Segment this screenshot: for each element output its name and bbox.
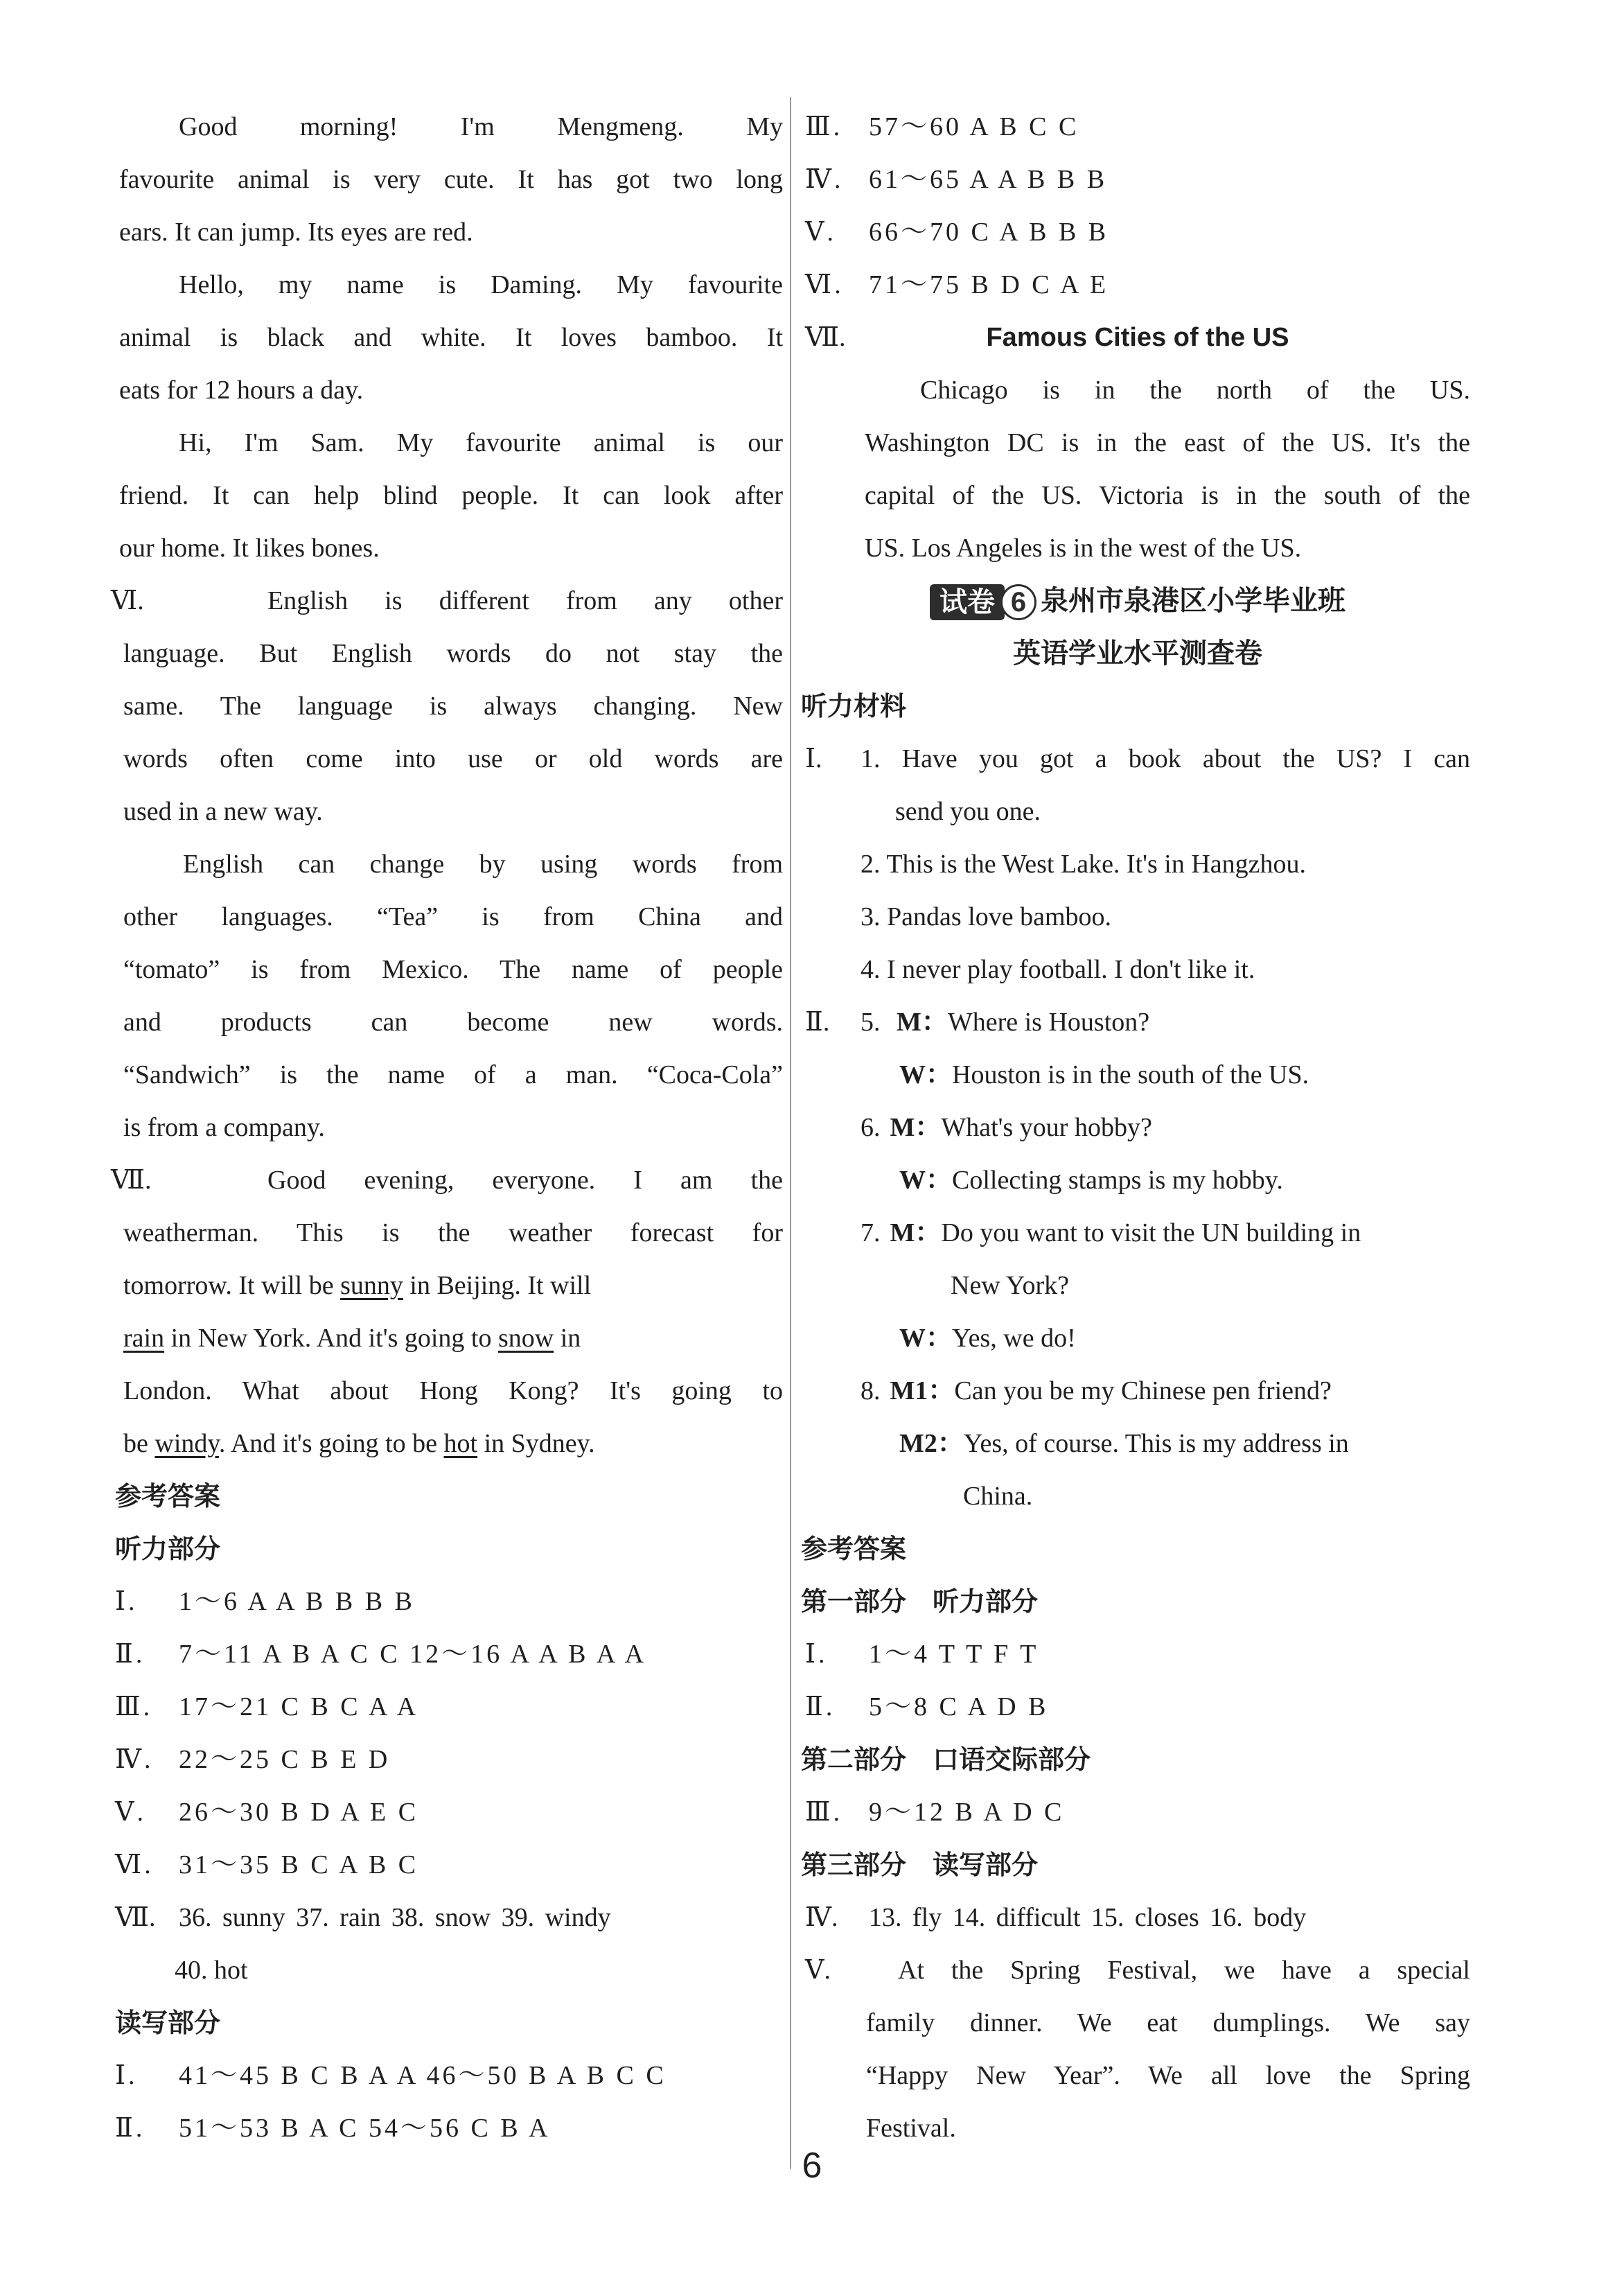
answer-line: At the Spring Festival, we have a special xyxy=(898,1956,1470,1985)
answer-row xyxy=(805,100,1470,153)
passage-line xyxy=(119,1417,783,1470)
section-mark: Ⅰ. xyxy=(115,1587,138,1616)
answer-line: Festival. xyxy=(866,2114,956,2143)
speaker: M： xyxy=(890,1218,942,1247)
dialogue-text: Where is Houston? xyxy=(947,1008,1150,1037)
answer-text: 51～53 B A C 54～56 C B A xyxy=(179,2114,551,2143)
passage-line: our home. It likes bones. xyxy=(119,534,380,563)
answer-row xyxy=(115,1786,783,1839)
dialogue-line xyxy=(805,1101,1470,1154)
exam-badge: 试卷 xyxy=(930,584,1005,620)
passage-line: is from a company. xyxy=(123,1113,325,1142)
underlined-word: snow xyxy=(497,1324,554,1353)
item-number: 6. xyxy=(860,1113,881,1142)
listening-part-heading: 听力部分 xyxy=(115,1534,221,1564)
passage-line xyxy=(119,1312,783,1365)
section-mark: Ⅱ. xyxy=(115,1640,145,1669)
passage-line: Good evening, everyone. I am the xyxy=(267,1166,783,1195)
dialogue-text: Do you want to visit the UN building in xyxy=(941,1218,1361,1247)
section-mark: Ⅳ. xyxy=(805,165,844,194)
answer-text: 1～6 A A B B B B xyxy=(179,1587,415,1616)
speaker: M： xyxy=(890,1113,942,1142)
listening-item xyxy=(805,733,1470,785)
item-text: send you one. xyxy=(895,797,1041,826)
answer-continuation: 40. hot xyxy=(175,1956,248,1985)
text: be xyxy=(123,1429,155,1458)
dialogue-text: Yes, we do! xyxy=(952,1324,1076,1353)
answer-row xyxy=(805,1681,1470,1733)
left-column xyxy=(111,100,783,2155)
dialogue-line xyxy=(805,1154,1470,1207)
passage-line: favourite animal is very cute. It has got two long xyxy=(119,165,783,194)
section-mark: Ⅱ. xyxy=(805,1008,830,1037)
section-mark: Ⅳ. xyxy=(115,1745,154,1774)
dialogue-text: Yes, of course. This is my address in xyxy=(963,1429,1349,1458)
item-number: 7. xyxy=(860,1218,881,1247)
section-mark: Ⅵ. xyxy=(805,270,844,299)
answer-text: 22～25 C B E D xyxy=(179,1745,391,1774)
answer-row xyxy=(115,2049,783,2102)
dialogue-text: Collecting stamps is my hobby. xyxy=(952,1166,1283,1195)
section-mark: Ⅰ. xyxy=(805,744,822,773)
reference-answers-heading: 参考答案 xyxy=(801,1534,907,1564)
exam-number-badge: 6 xyxy=(1000,584,1036,620)
section-mark: Ⅰ. xyxy=(115,2061,138,2090)
passage-line: Hi, I'm Sam. My favourite animal is our xyxy=(179,428,783,457)
speaker: W： xyxy=(899,1166,953,1195)
essay-title-row xyxy=(805,311,1470,364)
answer-text: 71～75 B D C A E xyxy=(869,270,1109,299)
listening-material-heading: 听力材料 xyxy=(801,691,907,721)
column-divider xyxy=(790,97,791,2169)
dialogue-line xyxy=(805,1049,1470,1101)
passage-line: English is different from any other xyxy=(267,586,783,615)
answer-row xyxy=(805,258,1470,311)
passage-line: words often come into use or old words are xyxy=(123,744,783,773)
section-mark: Ⅶ. xyxy=(111,1166,152,1195)
section-mark: Ⅴ. xyxy=(115,1798,146,1827)
text: tomorrow. It will be xyxy=(123,1271,341,1300)
answer-row xyxy=(115,1839,783,1891)
answer-text: 57～60 A B C C xyxy=(869,112,1079,141)
text: in Sydney. xyxy=(477,1429,595,1458)
underlined-word: rain xyxy=(123,1324,165,1353)
section-mark: Ⅲ. xyxy=(805,1798,843,1827)
item-number: 5. xyxy=(860,1008,881,1037)
answer-text: 66～70 C A B B B xyxy=(869,218,1109,247)
answer-text: 17～21 C B C A A xyxy=(179,1692,419,1721)
part1-heading: 第一部分 听力部分 xyxy=(801,1586,1039,1617)
section-vi-text xyxy=(111,575,783,627)
dialogue-line xyxy=(805,1312,1470,1365)
section-mark: Ⅵ. xyxy=(115,1850,154,1879)
answer-text: 26～30 B D A E C xyxy=(179,1798,419,1827)
item-text: 1. Have you got a book about the US? I can xyxy=(860,744,1470,773)
essay-line: Washington DC is in the east of the US. It's the xyxy=(865,428,1470,457)
answer-text: 9～12 B A D C xyxy=(869,1798,1065,1827)
answer-row xyxy=(805,1891,1470,1944)
text: in New York. And it's going to xyxy=(164,1324,498,1353)
answer-text: 5～8 C A D B xyxy=(869,1692,1049,1721)
passage-line: same. The language is always changing. New xyxy=(123,692,783,721)
speaker: M： xyxy=(897,1008,948,1037)
passage-line: friend. It can help blind people. It can look after xyxy=(119,481,783,510)
section-vii-text xyxy=(111,1154,783,1207)
dialogue-line xyxy=(805,1365,1470,1417)
item-number: 8. xyxy=(860,1376,881,1405)
essay-line: capital of the US. Victoria is in the south of the xyxy=(865,481,1470,510)
answer-row xyxy=(115,1628,783,1681)
answer-line: family dinner. We eat dumplings. We say xyxy=(866,2008,1470,2037)
section-mark: Ⅴ. xyxy=(805,218,836,247)
dialogue-continuation: New York? xyxy=(951,1271,1069,1300)
item-text: 2. This is the West Lake. It's in Hangzhou. xyxy=(860,850,1307,879)
passage-line xyxy=(119,1259,783,1312)
underlined-word: hot xyxy=(443,1429,478,1458)
section-mark: Ⅶ. xyxy=(805,323,846,352)
speaker: M1： xyxy=(890,1376,955,1405)
dialogue-text: Houston is in the south of the US. xyxy=(952,1060,1309,1089)
section-mark: Ⅲ. xyxy=(805,112,843,141)
underlined-word: sunny xyxy=(340,1271,403,1300)
text: in xyxy=(554,1324,581,1353)
dialogue-text: What's your hobby? xyxy=(941,1113,1152,1142)
page-number: 6 xyxy=(802,2146,822,2186)
dialogue-line xyxy=(805,996,1470,1049)
item-text: 4. I never play football. I don't like it. xyxy=(860,955,1255,984)
section-mark: Ⅶ. xyxy=(115,1903,156,1932)
answer-row xyxy=(115,1575,783,1628)
passage-line: other languages. “Tea” is from China and xyxy=(123,902,783,931)
answer-row xyxy=(115,1733,783,1786)
section-mark: Ⅳ. xyxy=(805,1903,838,1932)
passage-line: ears. It can jump. Its eyes are red. xyxy=(119,218,473,247)
essay-title: Famous Cities of the US xyxy=(986,323,1289,352)
answer-line: “Happy New Year”. We all love the Spring xyxy=(866,2061,1470,2090)
passage-line: language. But English words do not stay the xyxy=(123,639,783,668)
text: in Beijing. It will xyxy=(403,1271,592,1300)
answer-row xyxy=(115,1891,783,1944)
passage-line: “Sandwich” is the name of a man. “Coca-Cola” xyxy=(123,1060,783,1089)
answer-paragraph-row xyxy=(805,1944,1470,1997)
section-mark: Ⅴ. xyxy=(805,1956,831,1985)
answer-text: 36. sunny 37. rain 38. snow 39. windy xyxy=(179,1903,611,1932)
answer-row xyxy=(115,1681,783,1733)
passage-line: Hello, my name is Daming. My favourite xyxy=(179,270,783,299)
underlined-word: windy xyxy=(155,1429,219,1458)
passage-line: Good morning! I'm Mengmeng. My xyxy=(179,112,783,141)
essay-line: Chicago is in the north of the US. xyxy=(920,376,1470,405)
exam-title-line2: 英语学业水平测查卷 xyxy=(1013,638,1262,669)
dialogue-line xyxy=(805,1417,1470,1470)
answer-row xyxy=(805,153,1470,206)
dialogue-text: Can you be my Chinese pen friend? xyxy=(954,1376,1332,1405)
dialogue-line xyxy=(805,1207,1470,1259)
exam-title-line1: 泉州市泉港区小学毕业班 xyxy=(1041,585,1345,617)
answer-row xyxy=(805,206,1470,258)
section-mark: Ⅰ. xyxy=(805,1640,828,1669)
answer-row xyxy=(805,1786,1470,1839)
part3-heading: 第三部分 读写部分 xyxy=(801,1850,1039,1880)
dialogue-continuation: China. xyxy=(963,1482,1033,1511)
right-column xyxy=(801,100,1470,2155)
passage-line: used in a new way. xyxy=(123,797,323,826)
speaker: M2： xyxy=(899,1429,964,1458)
passage-line: and products can become new words. xyxy=(123,1008,783,1037)
speaker: W： xyxy=(899,1324,953,1353)
answer-text: 1～4 T T F T xyxy=(869,1640,1039,1669)
section-mark: Ⅱ. xyxy=(115,2114,145,2143)
answer-text: 41～45 B C B A A 46～50 B A B C C xyxy=(179,2061,667,2090)
text: . And it's going to be xyxy=(218,1429,444,1458)
answer-text: 61～65 A A B B B xyxy=(869,165,1108,194)
speaker: W： xyxy=(899,1060,953,1089)
exam-title xyxy=(805,575,1470,627)
answer-text: 13. fly 14. difficult 15. closes 16. body xyxy=(869,1903,1307,1932)
passage-line: weatherman. This is the weather forecast for xyxy=(123,1218,783,1247)
section-mark: Ⅵ. xyxy=(111,586,144,615)
answer-text: 7～11 A B A C C 12～16 A A B A A xyxy=(179,1640,647,1669)
passage-line: animal is black and white. It loves bamboo. It xyxy=(119,323,783,352)
essay-line: US. Los Angeles is in the west of the US. xyxy=(865,534,1302,563)
answer-text: 31～35 B C A B C xyxy=(179,1850,419,1879)
answer-row xyxy=(805,1628,1470,1681)
passage-line: English can change by using words from xyxy=(183,850,783,879)
reference-answers-heading: 参考答案 xyxy=(115,1481,221,1511)
item-text: 3. Pandas love bamboo. xyxy=(860,902,1112,931)
passage-line: “tomato” is from Mexico. The name of people xyxy=(123,955,783,984)
part2-heading: 第二部分 口语交际部分 xyxy=(801,1744,1091,1775)
passage-line: London. What about Hong Kong? It's going to xyxy=(123,1376,783,1405)
passage-line: eats for 12 hours a day. xyxy=(119,376,364,405)
reading-writing-heading: 读写部分 xyxy=(115,2008,221,2038)
section-mark: Ⅲ. xyxy=(115,1692,153,1721)
section-mark: Ⅱ. xyxy=(805,1692,836,1721)
